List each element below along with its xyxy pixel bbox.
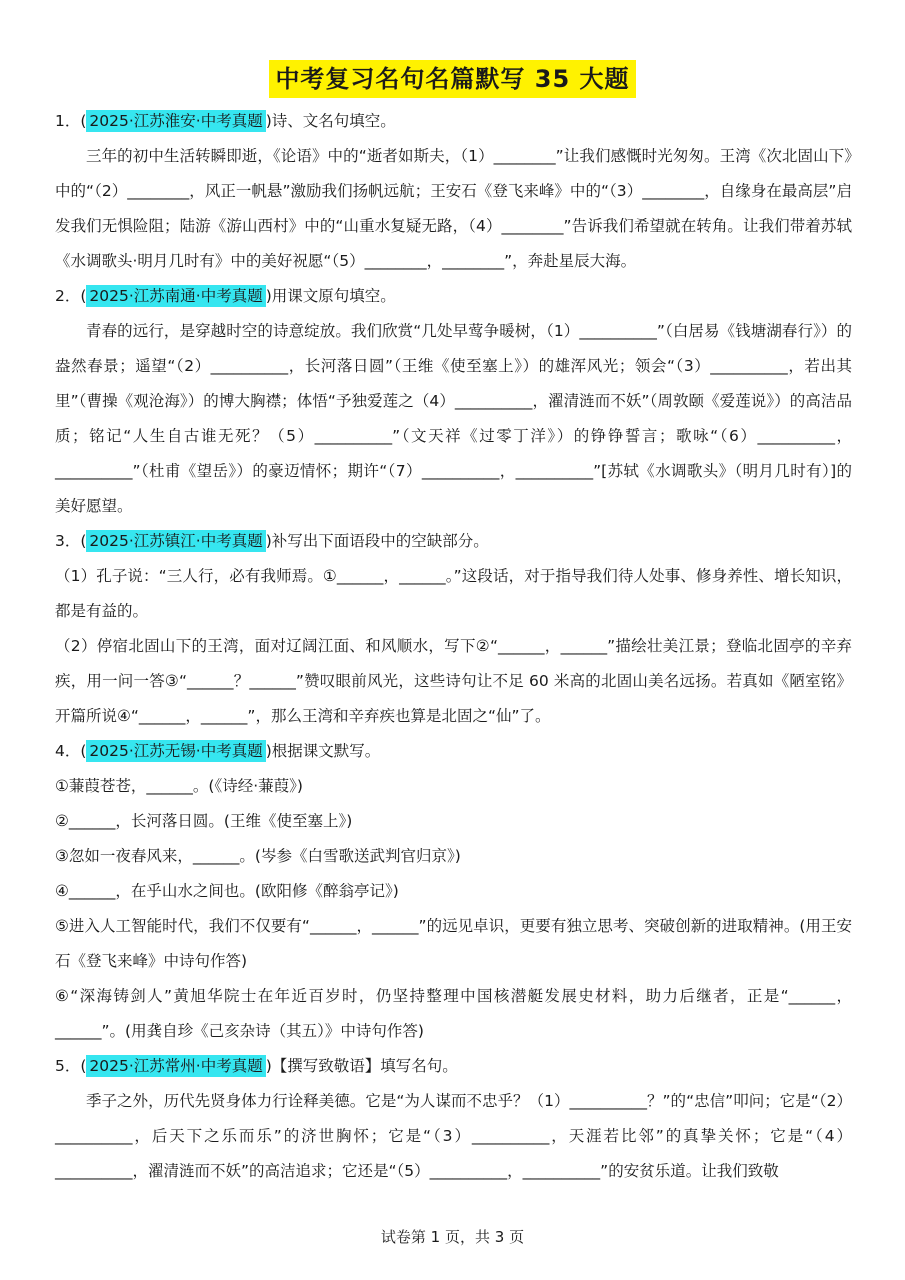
- question-3-item-2: （2）停宿北固山下的王湾，面对辽阔江面、和风顺水，写下②“______，______”描绘壮美江景；登临北固亭的辛弃疾，用一问一答③“______？______”赞叹眼前风光，这些诗句让不足 60 米高的北固山美名远扬。若真如《陋室铭》开篇所说④“______，______”，那么王湾和辛弃疾也算是北固之“仙”了。: [55, 637, 852, 725]
- source-tag: 2025·江苏常州·中考真题: [86, 1055, 265, 1077]
- question-4-item-2: ②______，长河落日圆。(王维《使至塞上》): [55, 812, 353, 830]
- question-2-header: [55, 279, 852, 314]
- question-instruction: 根据课文默写。: [271, 742, 381, 760]
- question-instruction: 用课文原句填空。: [271, 287, 396, 305]
- question-number: 4．(: [55, 742, 87, 760]
- page-footer: 试卷第 1 页，共 3 页: [380, 1228, 525, 1246]
- source-tag: 2025·江苏淮安·中考真题: [86, 110, 265, 132]
- paren-close: ): [265, 112, 272, 130]
- title-wrap: [0, 60, 905, 98]
- question-4-header: [55, 734, 852, 769]
- paren-close: ): [265, 532, 272, 550]
- paren-close: ): [265, 742, 272, 760]
- question-instruction: 诗、文名句填空。: [271, 112, 396, 130]
- question-number: 5．(: [55, 1057, 87, 1075]
- question-4-item-3: ③忽如一夜春风来，______。(岑参《白雪歌送武判官归京》): [55, 847, 461, 865]
- question-1-header: [55, 104, 852, 139]
- question-4-item-6: ⑥“深海铸剑人”黄旭华院士在年近百岁时，仍坚持整理中国核潜艇发展史材料，助力后继者，正是“______，______”。(用龚自珍《己亥杂诗（其五）》中诗句作答): [55, 987, 852, 1040]
- content: [55, 104, 852, 1189]
- question-4-item-5: ⑤进入人工智能时代，我们不仅要有“______，______”的远见卓识，更要有独立思考、突破创新的进取精神。(用王安石《登飞来峰》中诗句作答): [55, 917, 852, 970]
- question-3-header: [55, 524, 852, 559]
- question-number: 1．(: [55, 112, 87, 130]
- paren-close: ): [265, 1057, 272, 1075]
- question-2-paragraph: 青春的远行，是穿越时空的诗意绽放。我们欣赏“几处早莺争暖树，（1）__________”（白居易《钱塘湖春行》）的盎然春景；遥望“（2）__________，长河落日圆”（王维《使至塞上》）的雄浑风光；领会“（3）__________，若出其里”（曹操《观沧海》）的博大胸襟；体悟“予独爱莲之（4）__________，濯清涟而不妖”（周敦颐《爱莲说》）的高洁品质；铭记“人生自古谁无死？（5）__________”（文天祥《过零丁洋》）的铮铮誓言；歌咏“（6）__________，__________”（杜甫《望岳》）的豪迈情怀；期许“（7）__________，__________”[苏轼《水调歌头》（明月几时有）]的美好愿望。: [55, 322, 852, 515]
- question-number: 3．(: [55, 532, 87, 550]
- source-tag: 2025·江苏无锡·中考真题: [86, 740, 265, 762]
- question-instruction: 补写出下面语段中的空缺部分。: [271, 532, 489, 550]
- question-1-paragraph: 三年的初中生活转瞬即逝，《论语》中的“逝者如斯夫，（1）________”让我们感慨时光匆匆。王湾《次北固山下》中的“（2）________，风正一帆悬”激励我们扬帆远航；王安石《登飞来峰》中的“（3）________，自缘身在最高层”启发我们无惧险阻；陆游《游山西村》中的“山重水复疑无路，（4）________”告诉我们希望就在转角。让我们带着苏轼《水调歌头·明月几时有》中的美好祝愿“（5）________，________”，奔赴星辰大海。: [55, 147, 852, 270]
- page-title: 中考复习名句名篇默写 35 大题: [269, 60, 635, 98]
- question-instruction: 【撰写致敬语】填写名句。: [271, 1057, 458, 1075]
- source-tag: 2025·江苏南通·中考真题: [86, 285, 265, 307]
- question-5-paragraph: 季子之外，历代先贤身体力行诠释美德。它是“为人谋而不忠乎？（1）__________？”的“忠信”叩问；它是“（2）__________，后天下之乐而乐”的济世胸怀；它是“（3）__________，天涯若比邻”的真挚关怀；它是“（4）__________，濯清涟而不妖”的高洁追求；它还是“（5）__________，__________”的安贫乐道。让我们致敬: [55, 1092, 852, 1180]
- question-4-item-4: ④______，在乎山水之间也。(欧阳修《醉翁亭记》): [55, 882, 399, 900]
- question-5-header: [55, 1049, 852, 1084]
- question-number: 2．(: [55, 287, 87, 305]
- source-tag: 2025·江苏镇江·中考真题: [86, 530, 265, 552]
- question-3-item-1: （1）孔子说：“三人行，必有我师焉。①______，______。”这段话，对于指导我们待人处事、修身养性、增长知识，都是有益的。: [55, 567, 852, 620]
- paren-close: ): [265, 287, 272, 305]
- question-4-item-1: ①蒹葭苍苍，______。(《诗经·蒹葭》): [55, 777, 303, 795]
